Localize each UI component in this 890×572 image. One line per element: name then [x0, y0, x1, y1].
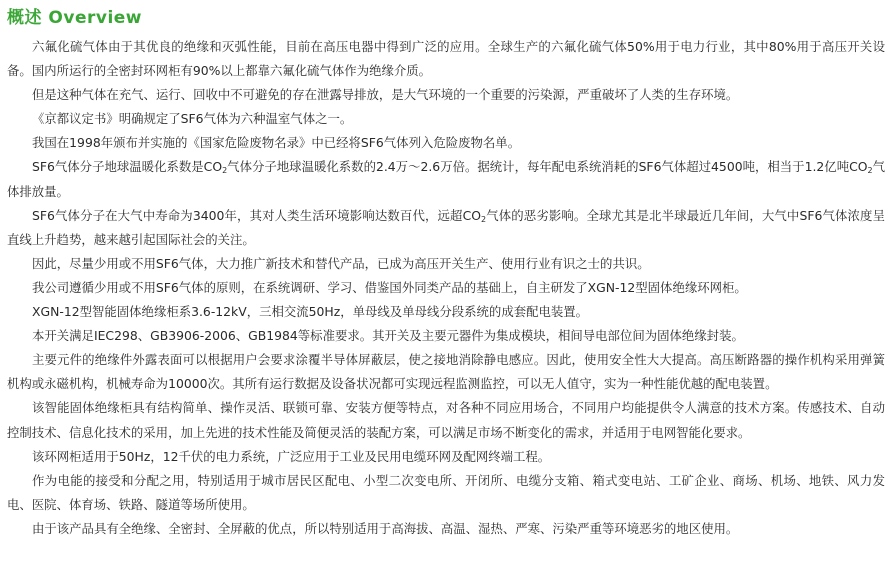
subscript: 2: [222, 166, 228, 176]
paragraph: XGN-12型智能固体绝缘柜系3.6-12kV，三相交流50Hz，单母线及单母线分段系统的成套配电装置。: [32, 304, 589, 320]
text-run: SF6气体分子地球温暖化系数是CO: [32, 159, 223, 175]
paragraph: 我公司遵循少用或不用SF6气体的原则，在系统调研、学习、借鉴国外同类产品的基础上，自主研发了XGN-12型固体绝缘环网柜。: [32, 279, 747, 295]
paragraph: 因此，尽量少用或不用SF6气体，大力推广新技术和替代产品，已成为高压开关生产、使用行业有识之士的共识。: [32, 255, 650, 271]
paragraph: 本开关满足IEC298、GB3906-2006、GB1984等标准要求。其开关及主要元器件为集成模块，相间导电部位间为固体绝缘封装。: [32, 328, 744, 344]
paragraph: 但是这种气体在充气、运行、回收中不可避免的存在泄露导排放，是大气环境的一个重要的污染源，严重破坏了人类的生存环境。: [32, 87, 739, 103]
paragraph: [7, 155, 885, 203]
paragraph: 我国在1998年颁布并实施的《国家危险废物名录》中已经将SF6气体列入危险废物名单。: [32, 135, 521, 151]
paragraph: 六氟化硫气体由于其优良的绝缘和灭弧性能，目前在高压电器中得到广泛的应用。全球生产的六氟化硫气体50%用于电力行业，其中80%用于高压开关设备。国内所运行的全密封环网柜有90%以上都靠六氟化硫气体作为绝缘介质。: [7, 39, 885, 79]
paragraph: 主要元件的绝缘件外露表面可以根据用户会要求涂覆半导体屏蔽层，使之接地消除静电感应。因此，使用安全性大大提高。高压断路器的操作机构采用弹簧机构或永磁机构，机械寿命为10000次。其所有运行数据及设备状况都可实现远程监测监控，可以无人值守，实为一种性能优越的配电装置。: [7, 352, 885, 392]
text-run: 气体排放量。: [7, 159, 886, 199]
subscript: 2: [480, 214, 487, 224]
paragraph: 由于该产品具有全绝缘、全密封、全屏蔽的优点，所以特别适用于高海拔、高温、湿热、严寒、污染严重等环境恶劣的地区使用。: [32, 520, 739, 536]
subscript: 2: [867, 166, 873, 176]
overview-body: [7, 35, 885, 541]
text-run: 气体分子地球温暖化系数的2.4万～2.6万倍。据统计，每年配电系统消耗的SF6气体超过4500吨，相当于1.2亿吨CO: [227, 159, 868, 175]
paragraph: 该环网柜适用于50Hz，12千伏的电力系统，广泛应用于工业及民用电缆环网及配网终端工程。: [32, 448, 551, 464]
paragraph: 该智能固体绝缘柜具有结构简单、操作灵活、联锁可靠、安装方便等特点，对各种不同应用场合，不同用户均能提供令人满意的技术方案。传感技术、自动控制技术、信息化技术的采用，加上先进的技术性能及简便灵活的装配方案，可以满足市场不断变化的需求，并适用于电网智能化要求。: [7, 400, 885, 440]
paragraph: [7, 204, 885, 252]
paragraph: 《京都议定书》明确规定了SF6气体为六种温室气体之一。: [32, 111, 353, 127]
text-run: SF6气体分子在大气中寿命为3400年，其对人类生活环境影响达数百代，远超CO: [32, 207, 481, 223]
paragraph: 作为电能的接受和分配之用，特别适用于城市居民区配电、小型二次变电所、开闭所、电缆分支箱、箱式变电站、工矿企业、商场、机场、地铁、风力发电、医院、体育场、铁路、隧道等场所使用。: [7, 472, 885, 512]
section-title: 概述 Overview: [7, 8, 143, 28]
text-run: 气体的恶劣影响。全球尤其是北半球最近几年间，大气中SF6气体浓度呈直线上升趋势，越来越引起国际社会的关注。: [7, 207, 885, 247]
